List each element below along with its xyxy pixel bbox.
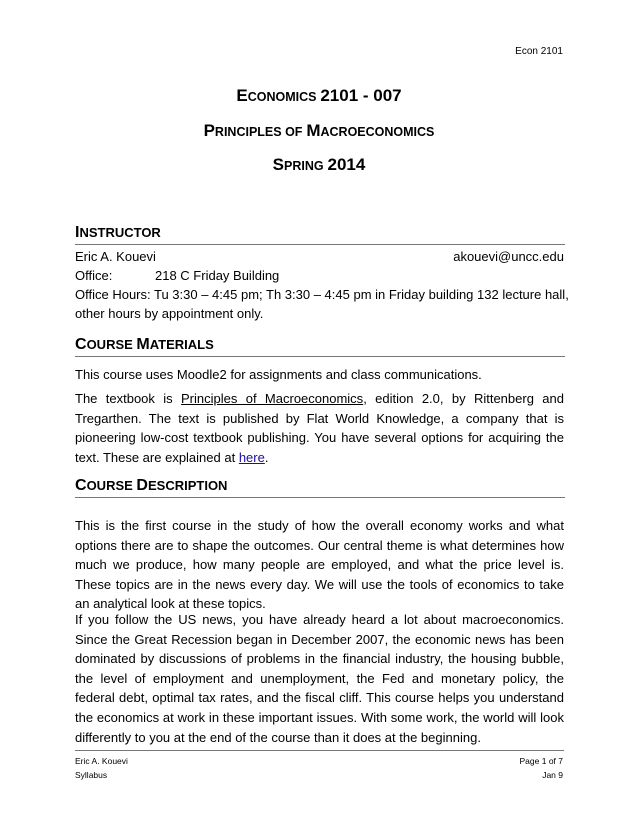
footer-page-number: Page 1 of 7 (519, 756, 563, 766)
footer-doc-type: Syllabus (75, 770, 108, 780)
running-header-course-code: Econ 2101 (515, 46, 563, 57)
materials-moodle-line: This course uses Moodle2 for assignments and class communications. (75, 367, 482, 382)
office-row (75, 268, 279, 283)
footer-date: Jan 9 (542, 770, 563, 780)
office-hours-line-2: other hours by appointment only. (75, 306, 264, 321)
office-label: Office: (75, 268, 113, 283)
title-semester: SPRING 2014 (272, 155, 366, 174)
title-course-name: PRINCIPLES OF MACROECONOMICS (203, 121, 435, 140)
description-paragraph-2: If you follow the US news, you have already heard a lot about macroeconomics. Since the Great Recession began in December 2007, the economic news has been dominated by discussions of problems in the financial industry, the housing bubble, the level of employment and unemployment, the Fed and monetary policy, the federal debt, optimal tax rates, and the fiscal cliff. This course helps you understand the economics at work in these important issues. With some work, the world will look differently to you at the end of the course than it does at the beginning. (75, 612, 564, 745)
office-hours-line-1: Office Hours: Tu 3:30 – 4:45 pm; Th 3:30 – 4:45 pm in Friday building 132 lecture hall, (75, 287, 569, 302)
instructor-email: akouevi@uncc.edu (453, 249, 564, 264)
section-heading-instructor: INSTRUCTOR (75, 224, 565, 245)
office-value: 218 C Friday Building (155, 268, 280, 283)
footer-divider (75, 750, 564, 751)
title-course-number: ECONOMICS 2101 - 007 (236, 86, 402, 105)
materials-textbook-paragraph: The textbook is Principles of Macroeconomics, edition 2.0, by Rittenberg and Tregarthen. The text is published by Flat World Knowledge, a company that is pioneering low-cost textbook publishing. You have several options for acquiring the text. These are explained at here. (75, 391, 564, 465)
section-heading-course-materials: COURSE MATERIALS (75, 336, 565, 357)
textbook-title: Principles of Macroeconomics (181, 391, 364, 406)
footer-author: Eric A. Kouevi (75, 756, 128, 766)
description-paragraph-1: This is the first course in the study of how the overall economy works and what options there are to shape the outcomes. Our central theme is what determines how much we produce, how many people are employed, and what the price level is. These topics are in the news every day. We will use the tools of economics to take an analytical look at these topics. (75, 518, 564, 612)
here-link[interactable]: here (238, 449, 265, 465)
instructor-name: Eric A. Kouevi (75, 249, 156, 264)
section-heading-course-description: COURSE DESCRIPTION (75, 477, 565, 498)
